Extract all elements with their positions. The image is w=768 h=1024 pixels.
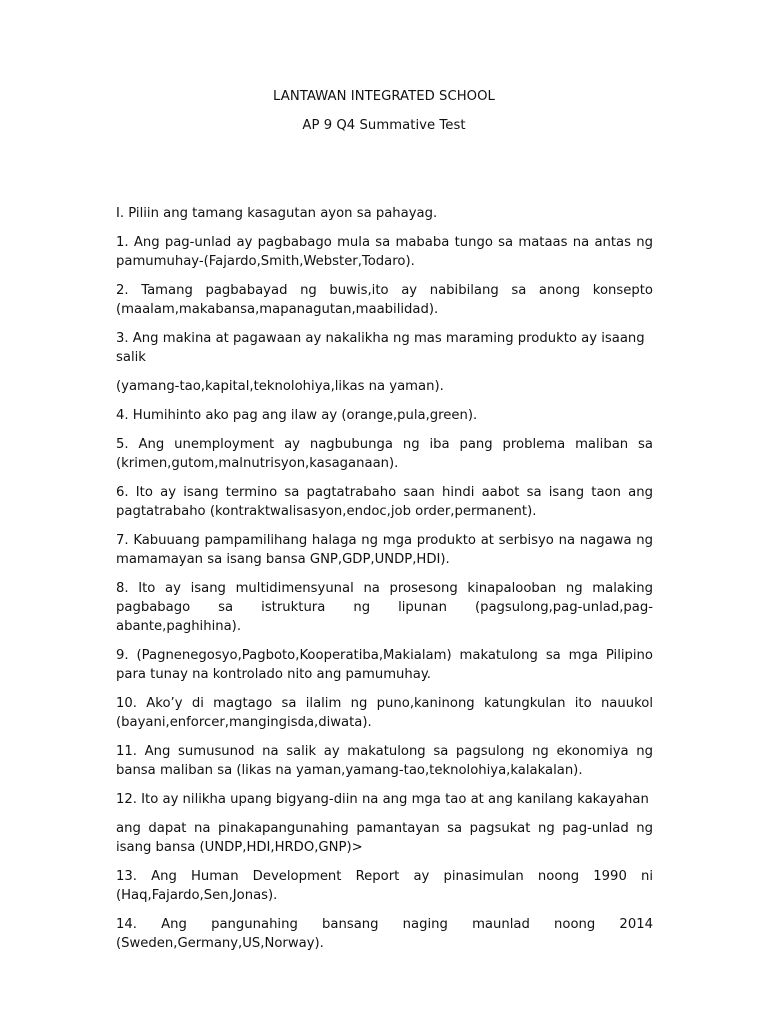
question-4: 4. Humihinto ako pag ang ilaw ay (orange,pula,green). — [116, 408, 478, 423]
question-9: 9. (Pagnenegosyo,Pagboto,Kooperatiba,Makialam) makatulong sa mga Pilipino para tunay na kontrolado nito ang pamumuhay. — [116, 648, 653, 682]
test-title: AP 9 Q4 Summative Test — [302, 118, 466, 133]
question-5: 5. Ang unemployment ay nagbubunga ng iba pang problema maliban sa (krimen,gutom,malnutrisyon,kasaganaan). — [116, 437, 653, 471]
test-body — [116, 204, 653, 963]
question-8: 8. Ito ay isang multidimensyunal na prosesong kinapalooban ng malaking pagbabago sa istruktura ng lipunan (pagsulong,pag-unlad,pag-abante,paghihina). — [116, 581, 653, 634]
question-14: 14. Ang pangunahing bansang naging maunlad noong 2014 (Sweden,Germany,US,Norway). — [116, 917, 653, 951]
question-10: 10. Ako’y di magtago sa ilalim ng puno,kaninong katungkulan ito nauukol (bayani,enforcer,mangingisda,diwata). — [116, 696, 653, 730]
question-2: 2. Tamang pagbabayad ng buwis,ito ay nabibilang sa anong konsepto (maalam,makabansa,mapanagutan,maabilidad). — [116, 283, 653, 317]
question-6: 6. Ito ay isang termino sa pagtatrabaho saan hindi aabot sa isang taon ang pagtatrabaho (kontraktwalisasyon,endoc,job order,permanent). — [116, 485, 653, 519]
question-11: 11. Ang sumusunod na salik ay makatulong sa pagsulong ng ekonomiya ng bansa maliban sa (likas na yaman,yamang-tao,teknolohiya,kalakalan). — [116, 744, 653, 778]
instruction-text: I. Piliin ang tamang kasagutan ayon sa pahayag. — [116, 206, 438, 221]
question-3: 3. Ang makina at pagawaan ay nakalikha ng mas maraming produkto ay isaang salik — [116, 331, 645, 365]
school-name: LANTAWAN INTEGRATED SCHOOL — [273, 89, 495, 104]
question-12-continued: ang dapat na pinakapangunahing pamantayan sa pagsukat ng pag-unlad ng isang bansa (UNDP,HDI,HRDO,GNP)> — [116, 821, 653, 855]
question-7: 7. Kabuuang pampamilihang halaga ng mga produkto at serbisyo na nagawa ng mamamayan sa isang bansa GNP,GDP,UNDP,HDI). — [116, 533, 653, 567]
question-13: 13. Ang Human Development Report ay pinasimulan noong 1990 ni (Haq,Fajardo,Sen,Jonas). — [116, 869, 653, 903]
question-1: 1. Ang pag-unlad ay pagbabago mula sa mababa tungo sa mataas na antas ng pamumuhay-(Fajardo,Smith,Webster,Todaro). — [116, 235, 653, 269]
question-3-choices: (yamang-tao,kapital,teknolohiya,likas na yaman). — [116, 379, 444, 394]
question-12: 12. Ito ay nilikha upang bigyang-diin na ang mga tao at ang kanilang kakayahan — [116, 792, 649, 807]
